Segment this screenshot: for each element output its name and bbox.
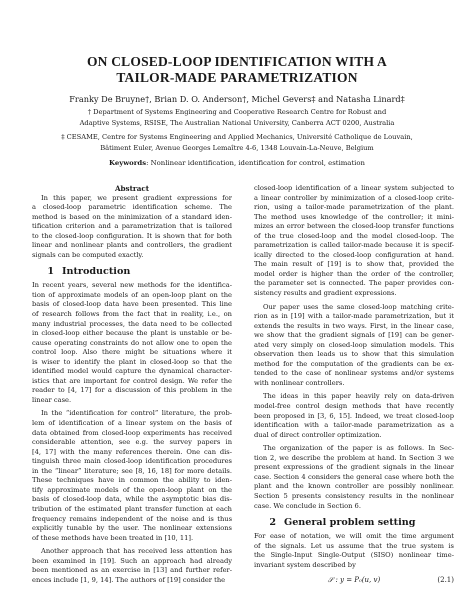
text-line: frequency remains independent of the noise and is thus — [32, 514, 232, 523]
intro-paragraph-3 — [32, 547, 232, 585]
text-line: invariant system described by — [254, 560, 356, 569]
text-line: The method uses knowledge of the controller; it mini- — [254, 212, 454, 221]
text-line: we show that the gradient signals of [19] can be gener- — [254, 331, 454, 340]
text-line: [4, 17] with the many references therein. One can dis- — [32, 447, 232, 456]
text-line: Another approach that has received less attention has — [41, 547, 232, 556]
text-line: linear and nonlinear plants and controllers, the gradient — [32, 241, 232, 250]
text-line: lem of identification of a linear system on the basis of — [32, 419, 232, 428]
text-line: istics that are important for control design. We refer the — [32, 376, 232, 385]
text-line: rion as in [19] with a tailor-made parametrization, but it — [254, 312, 454, 321]
left-column — [32, 184, 232, 585]
text-line: sistency results and gradient expressions. — [254, 289, 397, 298]
text-line: parametrization is called tailor-made because it is specif- — [254, 241, 454, 250]
keywords-label: Keywords — [109, 159, 147, 167]
text-line: a linear controller by minimization of a closed-loop crite- — [254, 193, 454, 202]
section-1-title: Introduction — [62, 266, 131, 278]
text-line: is wiser to identify the plant in closed-loop so that the — [32, 357, 232, 366]
text-line: In the “identification for control” literature, the prob- — [41, 409, 232, 418]
text-line: tion 2, we describe the problem at hand. In Section 3 we — [254, 453, 454, 462]
text-line: in closed-loop either because the plant is unstable or be- — [32, 329, 232, 338]
paper-title-line-1: ON CLOSED-LOOP IDENTIFICATION WITH A — [86, 54, 387, 69]
text-line: basis of closed-loop data, while the asymptotic bias dis- — [32, 495, 232, 504]
section-2-heading — [254, 516, 454, 530]
text-line: of the true closed-loop and the model closed-loop. The — [254, 231, 454, 240]
text-line: ated very simply on closed-loop simulation models. This — [254, 340, 454, 349]
text-line: cause operating constraints do not allow one to open the — [32, 338, 232, 347]
equation-2-1 — [254, 574, 454, 586]
keywords-text: : Nonlinear identification, identification for control, estimation — [146, 159, 365, 167]
equation-body: 𝒮 : y = P₀(u, v) — [327, 576, 381, 585]
text-line: For ease of notation, we will omit the time argument — [254, 532, 454, 541]
section-1-number: 1 — [47, 266, 54, 278]
text-line: control loop. Also there might be situations where it — [32, 348, 232, 357]
section-2-title: General problem setting — [284, 517, 416, 529]
text-line: present expressions of the gradient signals in the linear — [254, 463, 454, 472]
text-line: a closed-loop parametric identification scheme. The — [32, 203, 232, 212]
text-line: tinguish three main closed-loop identification procedures — [32, 457, 232, 466]
text-line: Our paper uses the same closed-loop matching crite- — [263, 302, 454, 311]
section-2-number: 2 — [269, 517, 276, 529]
affiliation-1-line-1: † Department of Systems Engineering and Cooperative Research Centre for Robust and — [87, 108, 387, 116]
text-line: model-free control design methods that have recently — [254, 402, 454, 411]
text-line: rion, using a tailor-made parametrization of the plant. — [254, 203, 454, 212]
text-line: In this paper, we present gradient expressions for — [41, 193, 232, 202]
text-line: ences include [1, 9, 14]. The authors of [19] consider the — [32, 575, 226, 584]
right-paragraph-3 — [254, 392, 454, 440]
text-line: signals can be computed exactly. — [32, 250, 144, 259]
text-line: been proposed in [3, 6, 15]. Indeed, we treat closed-loop — [254, 411, 454, 420]
text-line: tification criterion and a parametrization that is tailored — [32, 222, 232, 231]
text-line: closed-loop identification of a linear system subjected to — [254, 184, 454, 192]
text-line: case. We conclude in Section 6. — [254, 501, 361, 510]
text-line: tended to the case of nonlinear systems and/or systems — [254, 369, 454, 378]
text-line: These techniques have in common the ability to iden- — [32, 476, 232, 485]
text-line: of these methods have been treated in [10, 11]. — [32, 533, 194, 542]
text-line: The ideas in this paper heavily rely on data-driven — [263, 392, 454, 401]
text-line: The main result of [19] is to show that, provided the — [254, 260, 454, 269]
text-line: explicitly tunable by the user. The nonlinear extensions — [32, 524, 232, 533]
text-line: Section 5 presents consistency results in the nonlinear — [254, 491, 454, 500]
text-line: to the closed-loop configuration. It is shown that for both — [32, 231, 232, 240]
right-paragraph-1 — [254, 184, 454, 299]
abstract-body — [32, 194, 232, 261]
text-line: data obtained from closed-loop experiments has received — [32, 428, 232, 437]
right-column — [254, 184, 454, 586]
keywords — [0, 159, 474, 167]
text-line: with nonlinear controllers. — [254, 378, 345, 387]
text-line: been mentioned as an exercise in [13] and further refer- — [32, 566, 232, 575]
text-line: extends the results in two ways. First, in the linear case, — [254, 321, 454, 330]
text-line: basis of closed-loop data have been presented. This line — [32, 300, 232, 309]
text-line: linear case. — [32, 395, 72, 404]
text-line: reader to [4, 17] for a discussion of this problem in the — [32, 386, 232, 395]
intro-paragraph-2 — [32, 409, 232, 543]
text-line: of research follows from the fact that in reality, i.e., on — [32, 310, 232, 319]
right-paragraph-2 — [254, 303, 454, 389]
text-line: model order is higher than the order of the controller, — [254, 269, 454, 278]
text-line: of the signals. Let us assume that the true system is — [254, 541, 454, 550]
text-line: case. Section 4 considers the general case where both the — [254, 472, 454, 481]
author-list: Franky De Bruyne†, Brian D. O. Anderson†, Michel Gevers‡ and Natasha Linard‡ — [69, 94, 405, 104]
text-line: tion of approximate models of an open-loop plant on the — [32, 290, 232, 299]
affiliation-1-line-2: Adaptive Systems, RSISE, The Australian National University, Canberra ACT 0200, Australia — [79, 119, 395, 127]
text-line: mizes an error between the closed-loop transfer functions — [254, 222, 454, 231]
section-1-heading — [32, 265, 232, 279]
text-line: identification with a tailor-made parametrization as a — [254, 421, 454, 430]
section-2-paragraph-1 — [254, 532, 454, 570]
text-line: the Single-Input Single-Output (SISO) nonlinear time- — [254, 551, 454, 560]
equation-number: (2.1) — [437, 576, 454, 585]
abstract-heading: Abstract — [114, 184, 150, 193]
affiliation-2-line-1: ‡ CESAME, Centre for Systems Engineering and Applied Mechanics, Université Catholique de Louvain, — [61, 133, 413, 141]
text-line: been examined in [19]. Such an approach had already — [32, 556, 232, 565]
intro-paragraph-1 — [32, 281, 232, 405]
text-line: method is based on the minimization of a standard iden- — [32, 212, 232, 221]
text-line: many industrial processes, the data need to be collected — [32, 319, 232, 328]
text-line: in the “linear” literature; see [8, 16, 18] for more details. — [32, 466, 232, 475]
text-line: tribution of the estimated plant transfer function at each — [32, 504, 232, 513]
text-line: considerable attention, see e.g. the survey papers in — [32, 438, 232, 447]
paper-title-line-2: TAILOR-MADE PARAMETRIZATION — [116, 70, 358, 85]
text-line: ically directed to the closed-loop configuration at hand. — [254, 250, 454, 259]
text-line: The organization of the paper is as follows. In Sec- — [263, 444, 454, 453]
text-line: identified model would capture the dynamical character- — [32, 367, 232, 376]
text-line: In recent years, several new methods for the identifica- — [32, 281, 232, 290]
affiliation-2-line-2: Bâtiment Euler, Avenue Georges Lemaître 4-6, 1348 Louvain-La-Neuve, Belgium — [100, 144, 374, 152]
text-line: tify approximate models of the open-loop plant on the — [32, 485, 232, 494]
text-line: observation then leads us to show that this simulation — [254, 350, 454, 359]
text-line: plant and the known controller are possibly nonlinear. — [254, 482, 454, 491]
text-line: dual of direct controller optimization. — [254, 430, 382, 439]
text-line: method for the computation of the gradients can be ex- — [254, 359, 454, 368]
right-paragraph-4 — [254, 444, 454, 511]
text-line: the parameter set is connected. The paper provides con- — [254, 279, 454, 288]
